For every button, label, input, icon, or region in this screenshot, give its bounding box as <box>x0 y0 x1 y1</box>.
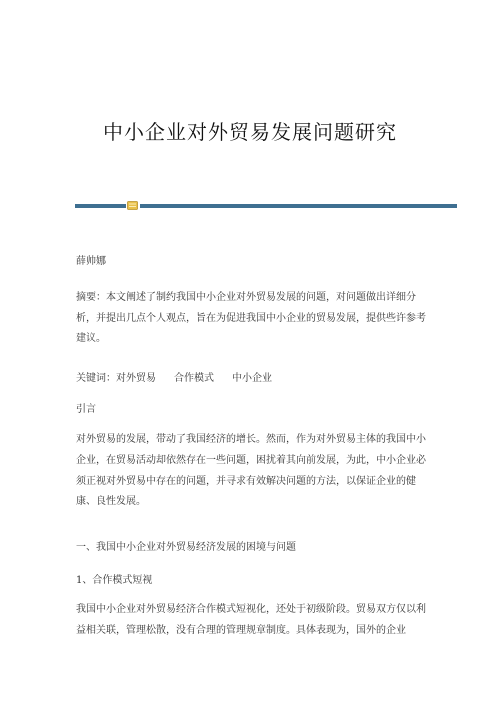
keyword-item: 合作模式 <box>174 373 214 384</box>
title-divider-right <box>140 204 457 208</box>
intro-heading: 引言 <box>76 404 96 415</box>
keyword-item: 中小企业 <box>232 373 272 384</box>
intro-paragraph: 对外贸易的发展，带动了我国经济的增长。然而，作为对外贸易主体的我国中小企业，在贸易活动却依然存在一些问题，困扰着其向前发展，为此，中小企业必须正视对外贸易中存在的问题，并寻求有效解决问题的方法，以保证企业的健康、良性发展。 <box>76 434 426 508</box>
keywords-line <box>76 369 431 389</box>
keywords-label: 关键词： <box>76 373 116 384</box>
divider-ornament-icon <box>127 201 138 210</box>
author-name: 薛帅娜 <box>76 256 106 267</box>
abstract-paragraph: 摘要：本文阐述了制约我国中小企业对外贸易发展的问题，对问题做出详细分析，并提出几点个人观点，旨在为促进我国中小企业的贸易发展，提供些许参考建议。 <box>76 292 426 344</box>
document-title: 中小企业对外贸易发展问题研究 <box>103 120 397 144</box>
section-paragraph: 我国中小企业对外贸易经济合作模式短视化，还处于初级阶段。贸易双方仅以利益相关联，管理松散，没有合理的管理规章制度。具体表现为，国外的企业 <box>76 604 426 636</box>
title-divider-left <box>75 204 126 208</box>
section-heading: 一、我国中小企业对外贸易经济发展的困境与问题 <box>76 542 296 553</box>
keyword-item: 对外贸易 <box>116 373 156 384</box>
subsection-heading: 1、合作模式短视 <box>76 575 153 586</box>
